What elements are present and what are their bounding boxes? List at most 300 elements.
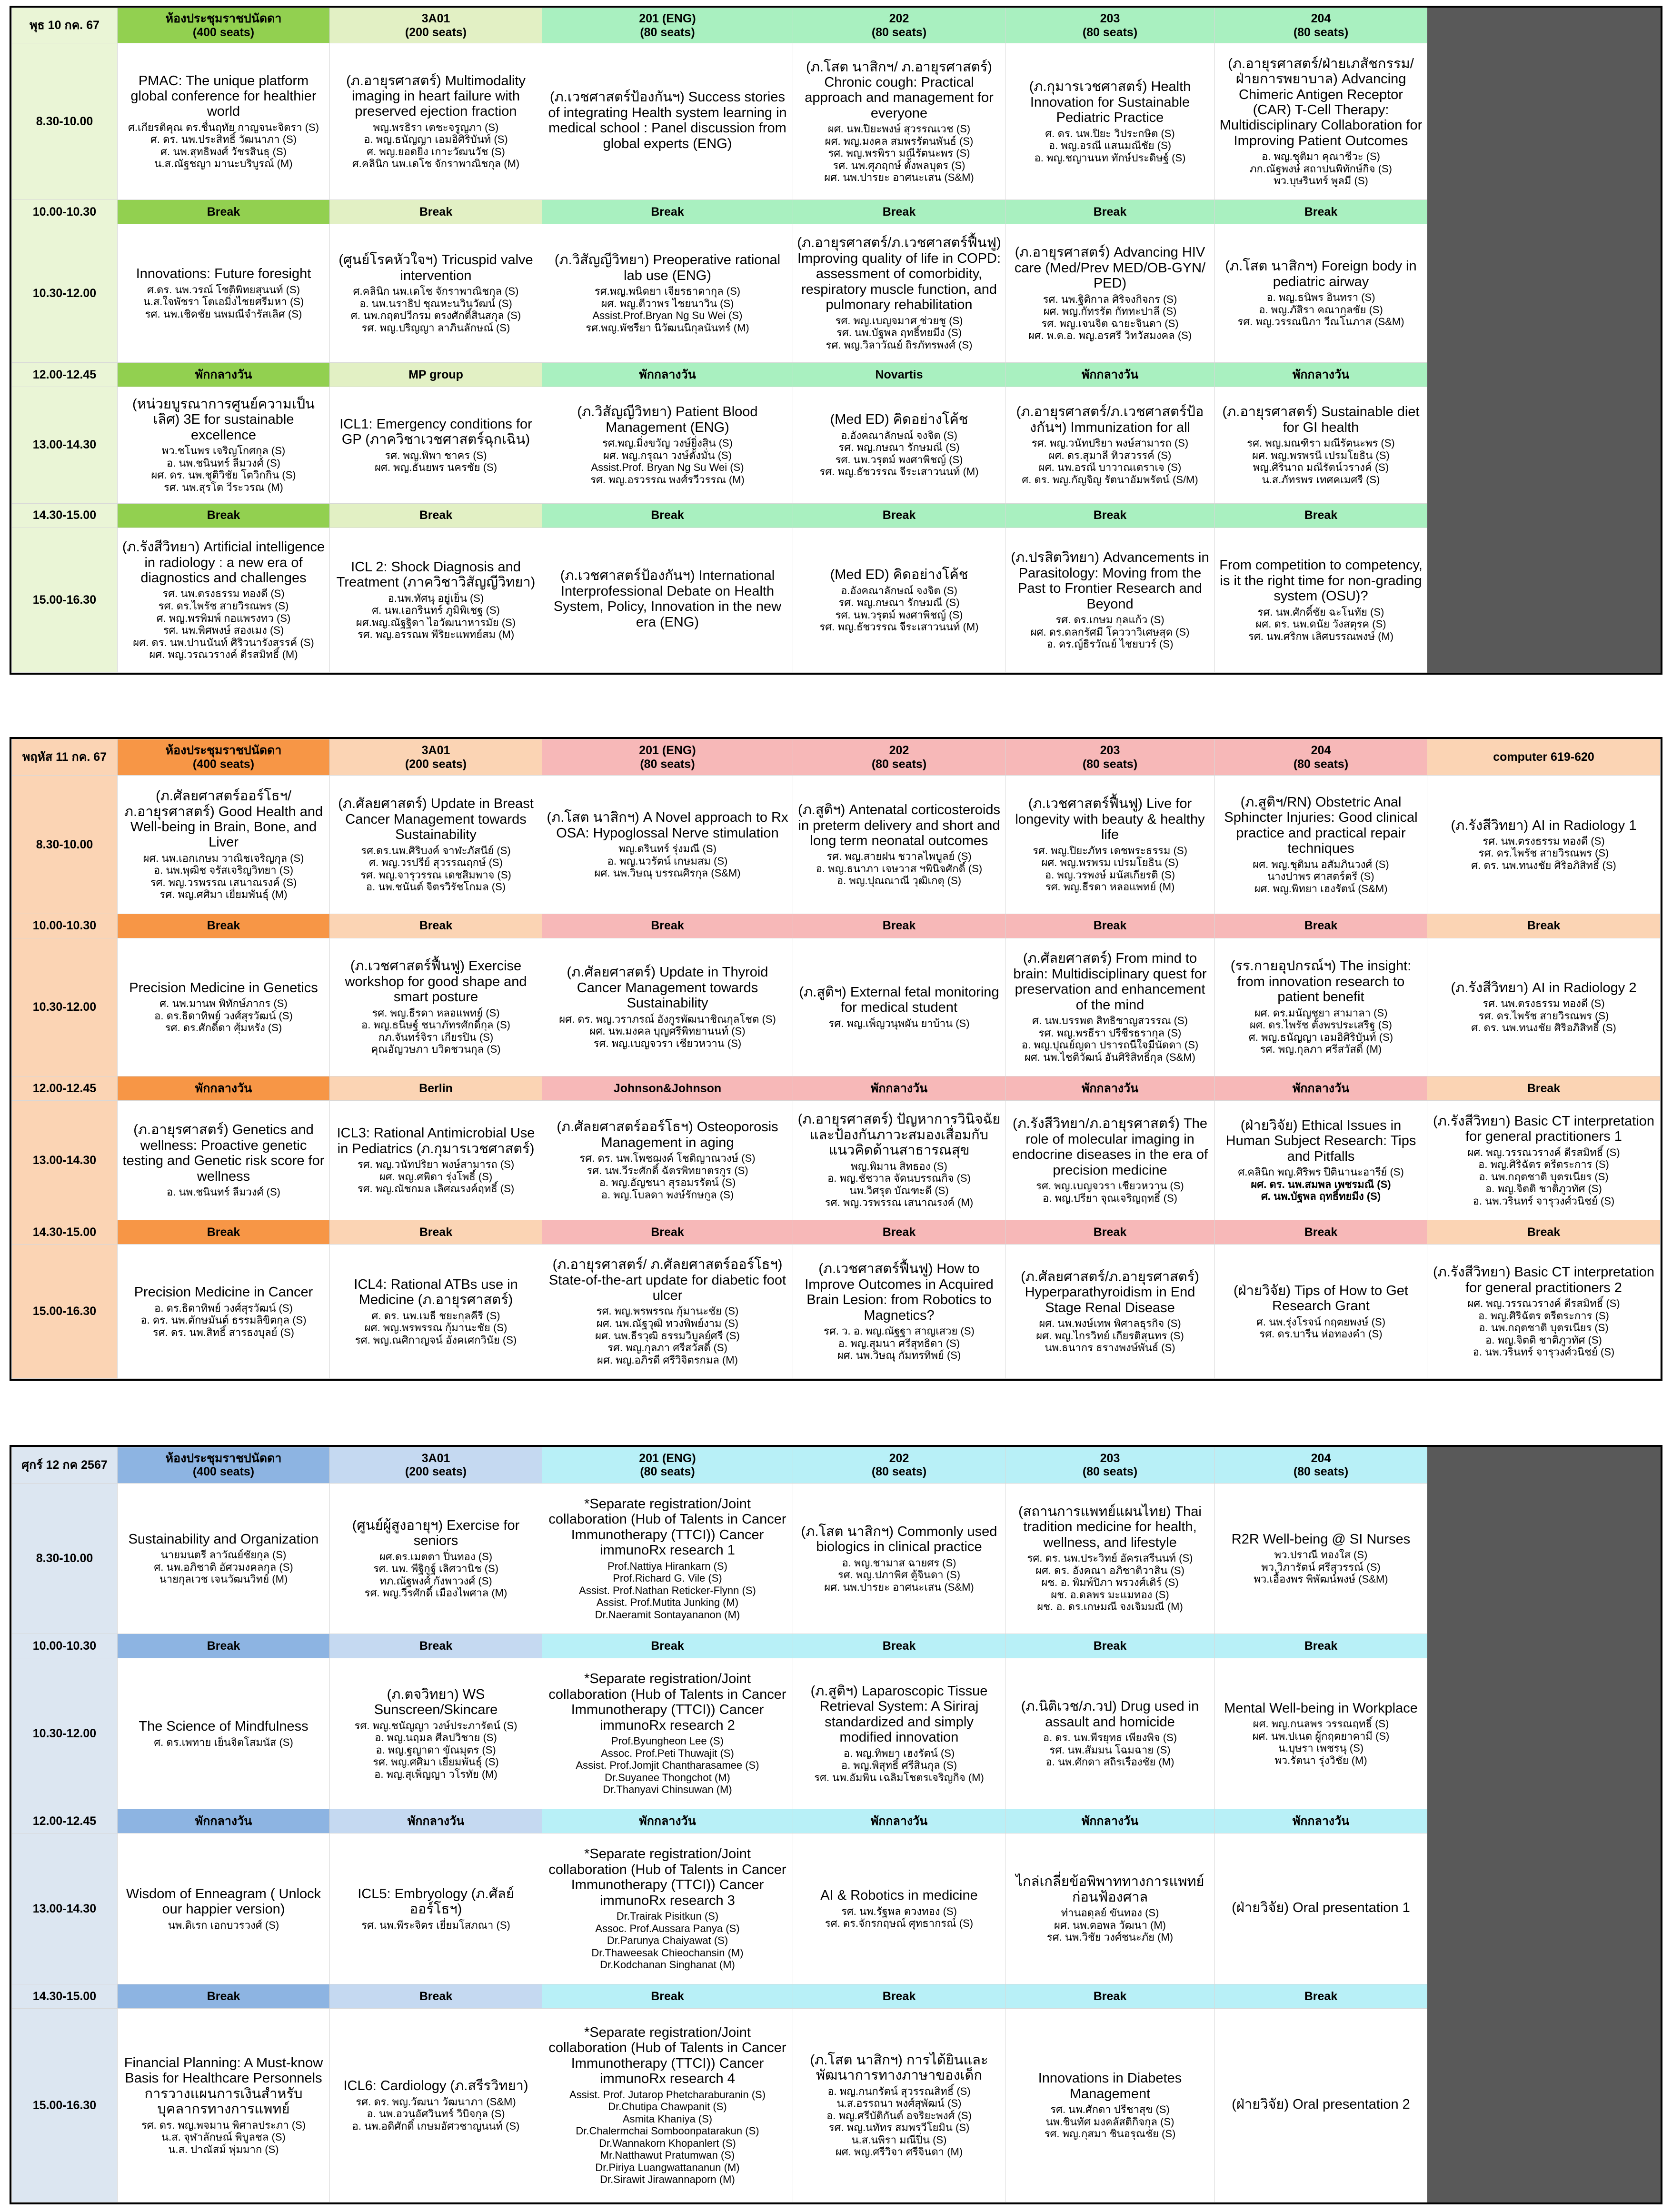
speaker-line: รศ. นพ.ตรงธรรม ทองดี (S) <box>1483 835 1605 847</box>
break-cell <box>1427 1809 1661 1833</box>
break-cell: Break <box>1427 1220 1661 1245</box>
session-title: (รร.กายอุปกรณ์ฯ) The insight: from innovation research to patient benefit <box>1230 958 1412 1005</box>
speaker-line: รศ. พญ.วนัทปริยา พงษ์สามารถ (S) <box>357 1158 515 1171</box>
room-name: 201 (ENG) <box>639 744 696 757</box>
session-title: (ภ.รังสีวิทยา) Artificial intelligence in radiology : a new era of diagnostics and challenges <box>122 539 325 586</box>
speaker-line: ศ.ดร. นพ.วรณ์ โชติพิทยสุนนท์ (S) <box>147 283 300 296</box>
speaker-line: อ. นพ.ศักดา สถิรเรืองชัย (M) <box>1045 1756 1174 1768</box>
speaker-line: รศ. พญ.ชนัญญา วงษ์ประภารัตน์ (S) <box>354 1719 518 1732</box>
speaker-line: ผช. อ. ดร.เกษมณี จงเจิมมณี (M) <box>1037 1601 1183 1613</box>
speaker-line: พญ.พรธิรา เตชะจรูญภา (S) <box>373 121 499 133</box>
speaker-line: ศ. นพ.สุทธิพงศ์ วัชรสินธุ (S) <box>160 145 287 158</box>
session-title: (ภ.เวชศาสตร์ป้องกันฯ) International Interprofessional Debate on Health System, Policy, Innovation in the new era (ENG) <box>553 568 782 630</box>
speaker-line: ผศ. นพ.วิษณุ กัมทรทิพย์ (S) <box>837 1349 961 1362</box>
break-cell: Break <box>330 200 542 224</box>
speaker-line: อ. พญ.นฤมล ศีลปวิชาย (S) <box>375 1732 497 1744</box>
speaker-line: น.ส.ใจพัชรา โตเอมิ่งไชยศรีมหา (S) <box>143 296 304 308</box>
session-cell <box>1427 1483 1661 1634</box>
room-seats: (80 seats) <box>640 25 695 39</box>
session-cell <box>330 1658 542 1809</box>
speaker-line: ผศ. พญ.พรพรรณ กุ้มานะชัย (S) <box>364 1322 508 1334</box>
room-seats: (400 seats) <box>192 757 255 771</box>
speaker-line: Assoc. Prof.Peti Thuwajit (S) <box>601 1747 734 1759</box>
break-cell: Break <box>330 1634 542 1658</box>
speaker-line: ศ. พญ.วรปรีย์ สุวรรณฤกษ์ (S) <box>369 857 503 869</box>
speaker-line: ศ. นพ.บัฐพล ฤทธิ์ทยมีง (S) <box>1261 1190 1381 1203</box>
time-slot: 14.30-15.00 <box>12 503 118 528</box>
speaker-line: Prof.Richard G. Vile (S) <box>613 1572 722 1584</box>
speaker-line: รศ. นพ.เชิดชัย นพมณีจำรัสเลิศ (S) <box>145 308 302 320</box>
speaker-line: อ. นพ.กฤตชาติ บุตรเนียร (S) <box>1479 1322 1609 1334</box>
speaker-line: ผศ. นพ.ปิยะพงษ์ สุวรรณเวช (S) <box>827 123 971 135</box>
speaker-line: รศ.พญ.มิ่งขวัญ วงษ์ยิ่งสิน (S) <box>602 437 733 449</box>
speaker-line: Dr.Trairak Pisitkun (S) <box>616 1910 719 1923</box>
speaker-line: ศ. พญ.พรพิมพ์ กอแพรงทว (S) <box>156 612 291 624</box>
session-title: *Separate registration/Joint collaboration (Hub of Talents in Cancer Immunotherapy (TTCI)) Cancer immunoRx research 3 <box>548 1846 786 1908</box>
speaker-line: น.ส.นพิรา มณีปิ่น (S) <box>851 2133 947 2146</box>
speaker-line: ผศ. พ.ต.อ. พญ.อรศรี วิทวัสมงคล (S) <box>1028 329 1192 342</box>
speaker-line: พญ.ศิรินาถ มณีรัตน์วรางค์ (S) <box>1253 461 1389 474</box>
speaker-line: น.บุษรา เพชรนุ (S) <box>1278 1742 1364 1754</box>
speaker-line: ผศ. นพ.พงษ์เทพ พิศาลธุรกิจ (S) <box>1039 1317 1181 1329</box>
session-title: PMAC: The unique platform global conference for healthier world <box>130 73 317 120</box>
session-title: (ภ.โสต นาสิกฯ) A Novel approach to Rx OSA: Hypoglossal Nerve stimulation <box>547 810 788 841</box>
speaker-line: นพ.ธนากร ธรางพงษ์พันธ์ (S) <box>1045 1342 1175 1354</box>
speaker-line: ผศ. พญ.วรรณวรางค์ ดีรสมิทธิ์ (S) <box>1467 1146 1620 1158</box>
room-header <box>1005 739 1215 776</box>
session-cell <box>118 776 330 914</box>
speaker-line: น.ส.ภัทรพร เทศคเมศรี (S) <box>1262 473 1380 486</box>
break-cell: พักกลางวัน <box>542 362 793 387</box>
session-cell <box>1427 1100 1661 1220</box>
room-header <box>330 1447 542 1484</box>
speaker-line: Dr.Wannakorn Khopanlert (S) <box>599 2137 736 2149</box>
day-label: ศุกร์ 12 กค 2567 <box>12 1447 118 1484</box>
speaker-line: รศ. นพ.วีระศักดิ์ ฉัตรพิทยาตรกูร (S) <box>587 1164 748 1176</box>
room-header <box>1215 1447 1427 1484</box>
session-cell <box>1427 43 1661 200</box>
speaker-line: ผศ. พญ.พรพรม เปรมโยธิน (S) <box>1041 857 1179 869</box>
session-title: (ภ.เวชศาสตร์ฟื้นฟู) Live for longevity with beauty & healthy life <box>1015 796 1205 843</box>
speaker-line: อ. พญ.ทิพยา เฮงรัตน์ (S) <box>843 1747 955 1759</box>
session-cell <box>793 387 1005 503</box>
speaker-line: ผศ. พญ.ไกรวิทย์ เกียรติสุนทร (S) <box>1036 1329 1184 1342</box>
speaker-line: น.ส. ปาณัสม์ พุ่มมาก (S) <box>168 2143 279 2155</box>
speaker-line: Dr.Thaweesak Chieochansin (M) <box>591 1946 744 1959</box>
speaker-line: อ. ดร.ธิดาทิพย์ วงศ์สุรวัฒน์ (S) <box>154 1302 293 1314</box>
speaker-line: อ. พญ.ปรียา จุณเจริญฤทธิ์ (S) <box>1043 1192 1177 1204</box>
time-slot: 10.30-12.00 <box>12 1658 118 1809</box>
session-title: (ภ.อายุรศาสตร์) ปัญหาการวินิจฉัยและป้องกันภาวะสมองเสื่อมกับแนวคิดด้านสาธารณสุข <box>797 1112 1001 1158</box>
speaker-line: ภก.ณัฐพงษ์ สถาปนพิทักษ์กิจ (S) <box>1250 162 1392 175</box>
room-header <box>542 739 793 776</box>
break-cell: Break <box>330 1984 542 2008</box>
session-title: (ภ.อายุรศาสตร์) Multimodality imaging in heart failure with preserved ejection fraction <box>346 73 526 120</box>
room-header <box>118 8 330 43</box>
session-cell <box>1005 1483 1215 1634</box>
speaker-line: รศ.พญ.พัชรียา นิวัฒนนิกุลนันทร์ (M) <box>586 321 749 334</box>
session-title: (Med ED) คิดอย่างโค้ช <box>830 412 968 428</box>
session-title: (ฝ่ายวิจัย) Tips of How to Get Research Grant <box>1234 1283 1408 1314</box>
speaker-line: อ. พญ.อัญชนา สุรอมรรัตน์ (S) <box>599 1176 736 1189</box>
session-title: (ฝ่ายวิจัย) Oral presentation 2 <box>1232 2096 1410 2112</box>
speaker-line: ผศ. นพ.วิษณุ บรรณศิรกุล (S&M) <box>594 867 741 879</box>
room-name: ห้องประชุมราชปนัดดา <box>165 1451 282 1465</box>
speaker-line: รศ. พญ.จารุวรรณ เดชสิมพาจ (S) <box>360 868 511 881</box>
break-cell: พักกลางวัน <box>1215 1809 1427 1833</box>
speaker-line: ผศ. นพ.ธีรวุฒิ ธรรมวิบูลย์ศรี (S) <box>595 1329 740 1342</box>
session-title: (ภ.อายุรศาสตร์) Sustainable diet for GI health <box>1222 404 1420 435</box>
session-title: (ศูนย์ผู้สูงอายุฯ) Exercise for seniors <box>352 1517 520 1549</box>
speaker-line: อ. พญ.ธนิพร อินทรา (S) <box>1266 291 1375 304</box>
break-cell <box>1427 200 1661 224</box>
speaker-line: ศ.คลินิก นพ.เดโช จักราพาณิชกุล (S) <box>353 285 519 298</box>
speaker-line: รศ. นพ.ตรงธรรม ทองดี (S) <box>162 588 285 600</box>
session-cell <box>1427 528 1661 672</box>
speaker-line: อ. พญ.ชญานนท ทักษ์ประดิษฐ์ (S) <box>1034 151 1186 164</box>
speaker-line: ศ. พญ.ธนัญญา เอมอิศิริบันท์ (S) <box>1248 1031 1393 1043</box>
speaker-line: Dr.Suyanee Thongchot (M) <box>605 1771 730 1784</box>
speaker-line: รศ. ดร.ศักดิ์ดา ศุ้มหรัง (S) <box>165 1022 282 1034</box>
room-seats: (400 seats) <box>192 25 255 39</box>
speaker-line: คุณอัญวษภา บวิดชวนกุล (S) <box>371 1043 501 1056</box>
session-title: (ภ.ปรสิตวิทยา) Advancements in Parasitology: Moving from the Past to Frontier Research and Beyond <box>1011 550 1209 612</box>
room-header <box>330 739 542 776</box>
speaker-line: ผศ. นพ.ปารยะ อาศนะเสน (S&M) <box>824 171 974 184</box>
session-cell <box>330 1483 542 1634</box>
speaker-line: นพ.วิศรุต บัณฑะดี (S) <box>849 1184 949 1196</box>
speaker-line: รศ. พญ.ธัชวรรณ จีระเสาวนนท์ (M) <box>819 621 979 633</box>
room-name: 201 (ENG) <box>639 1451 696 1465</box>
speaker-line: รศ. นพ.ศักดิ์ชัย ฉะโนทัย (S) <box>1257 606 1384 618</box>
session-title: AI & Robotics in medicine <box>820 1888 978 1903</box>
speaker-line: รศ. พญ.กุสมา ชินอรุณชัย (S) <box>1044 2128 1176 2140</box>
time-slot: 13.00-14.30 <box>12 1833 118 1984</box>
speaker-line: ผศ. นพ.ตอพล วัฒนา (M) <box>1054 1919 1166 1931</box>
break-cell: Break <box>542 1220 793 1245</box>
session-cell <box>542 2008 793 2202</box>
session-cell <box>118 1833 330 1984</box>
speaker-line: รศ.ดร.นพ.ศิริบงค์ จาฬะภัสนีย์ (S) <box>361 844 511 857</box>
speaker-line: อ. พญ.ศรีบัติกันต์ อจริยะพงศ์ (S) <box>826 2109 972 2122</box>
speaker-line: รศ. พญ.ปริญญา ลาภินลักษณ์ (S) <box>361 321 510 334</box>
break-cell <box>1427 1634 1661 1658</box>
break-cell: Break <box>1215 1984 1427 2008</box>
speaker-line: อ. พญ.วรพงษ์ มนัสเกียรติ (S) <box>1045 868 1175 881</box>
day-label: พฤหัส 11 กค. 67 <box>12 739 118 776</box>
break-cell: Break <box>1215 914 1427 938</box>
room-header <box>1427 8 1661 43</box>
room-header <box>1005 8 1215 43</box>
speaker-line: พว.เอื้องพร พิพัฒน์พงษ์ (S&M) <box>1254 1573 1388 1585</box>
speaker-line: ผศ. พญ.ศพิดา รุ่งโพธิ์ (S) <box>379 1170 493 1183</box>
session-cell <box>542 387 793 503</box>
session-cell <box>1215 528 1427 672</box>
session-cell <box>542 1658 793 1809</box>
room-header <box>1427 1447 1661 1484</box>
session-title: (ภ.รังสีวิทยา) Basic CT interpretation for general practitioners 2 <box>1433 1265 1655 1295</box>
session-cell <box>118 1658 330 1809</box>
room-seats: (80 seats) <box>1082 1465 1138 1479</box>
speaker-line: รศ. พญ.อรวรรณ พงศ์รวีวรรณ (M) <box>590 473 745 486</box>
session-title: Sustainability and Organization <box>128 1531 319 1547</box>
speaker-line: อ.อังคณาลักษณ์ จงจิต (S) <box>841 429 957 441</box>
session-title: *Separate registration/Joint collaboration (Hub of Talents in Cancer Immunotherapy (TTCI)) Cancer immunoRx research 1 <box>548 1496 786 1558</box>
speaker-line: ผศ. พญ.ธันยพร นครชัย (S) <box>374 461 498 474</box>
speaker-line: ศ. ดร. นพ.ทนงชัย ศิริอภิสิทธิ์ (S) <box>1471 859 1616 871</box>
speaker-line: ศ. ดร. นพ.ทนงชัย ศิริอภิสิทธิ์ (S) <box>1471 1022 1616 1034</box>
speaker-line: ผศ. พญ.กนลพร วรรณฤทธิ์ (S) <box>1253 1718 1389 1730</box>
break-cell: Break <box>542 503 793 528</box>
break-cell: Break <box>118 1220 330 1245</box>
speaker-line: Asmita Khaniya (S) <box>622 2112 713 2125</box>
speaker-line: ผศ. ดร. นพ.ปานนันท์ ศิริวนารังสรรค์ (S) <box>133 636 314 648</box>
session-cell <box>118 2008 330 2202</box>
break-cell: Break <box>542 1984 793 2008</box>
session-cell <box>793 528 1005 672</box>
speaker-line: ท่านอดุลย์ ขันทอง (S) <box>1061 1907 1159 1919</box>
break-cell: Break <box>542 1634 793 1658</box>
speaker-line: ผศ. พญ.อภิรดี ศรีวิจิตรกมล (M) <box>597 1354 738 1366</box>
speaker-line: อ. พญ.ปุณย์ญดา ปรารถนีใจมีนัดดา (S) <box>1021 1039 1199 1051</box>
time-slot: 8.30-10.00 <box>12 1483 118 1634</box>
break-cell: พักกลางวัน <box>1005 1076 1215 1100</box>
session-cell <box>793 224 1005 363</box>
speaker-line: รศ. นพ.ศริกพ เลิศบรรณพงษ์ (M) <box>1248 630 1394 642</box>
speaker-line: ศ. นพ.บรรพต สิทธิชาญสวรรณ (S) <box>1032 1015 1188 1027</box>
session-cell <box>542 528 793 672</box>
speaker-line: ศ. นพ.เอกรินทร์ ภูมิพิเชฐ (S) <box>372 604 500 617</box>
speaker-line: น.ส.อรรถนา พงศ์สุพัฒน์ (S) <box>836 2097 962 2110</box>
speaker-line: ผศ. พญ.พิทยา เฮงรัตน์ (S&M) <box>1254 882 1388 895</box>
room-seats: (80 seats) <box>640 757 695 771</box>
session-cell <box>793 1658 1005 1809</box>
session-title: *Separate registration/Joint collaboration (Hub of Talents in Cancer Immunotherapy (TTCI)) Cancer immunoRx research 4 <box>548 2024 786 2087</box>
room-seats: (80 seats) <box>1293 757 1349 771</box>
speaker-line: รศ. ว. อ. พญ.ณัฐฐา สาญเสวย (S) <box>824 1325 975 1337</box>
speaker-line: รศ. นพ.พิศพงษ์ สองเมง (S) <box>163 624 284 637</box>
session-cell <box>1427 1658 1661 1809</box>
session-cell <box>1005 387 1215 503</box>
speaker-line: Dr.Parunya Chaiyawat (S) <box>607 1934 728 1947</box>
speaker-line: รศ. ดร. นพ.ประวิทย์ อัครเสรีนนท์ (S) <box>1027 1552 1193 1564</box>
speaker-line: อ. พญ.ธนัญญา เอมอิศิริบันท์ (S) <box>364 133 508 146</box>
session-cell <box>330 528 542 672</box>
room-seats: (200 seats) <box>405 757 467 771</box>
speaker-line: Assist. Prof.Jomjit Chantharasamee (S) <box>576 1759 759 1772</box>
session-cell <box>330 43 542 200</box>
room-header <box>1427 739 1661 776</box>
room-name: 201 (ENG) <box>639 12 696 26</box>
session-cell <box>1005 1833 1215 1984</box>
speaker-line: รศ. พญ.พิพา ชาคร (S) <box>385 449 487 461</box>
session-cell <box>1427 1833 1661 1984</box>
speaker-line: รศ. พญ.พรพรรณ กุ้มานะชัย (S) <box>596 1305 739 1317</box>
speaker-line: ผศ. นพ.มงคล บุญศรีพิทยานนท์ (S) <box>589 1025 746 1037</box>
session-cell <box>1427 1245 1661 1379</box>
speaker-line: รศ. พญ.เจนจิต ฉายะจินดา (S) <box>1041 317 1179 329</box>
session-cell <box>118 224 330 363</box>
room-seats: (80 seats) <box>1082 25 1138 39</box>
session-title: (หน่วยบูรณาการศูนย์ความเป็นเลิศ) 3E for sustainable excellence <box>132 396 315 443</box>
break-cell: Break <box>118 200 330 224</box>
session-cell <box>1005 1245 1215 1379</box>
speaker-line: ศ.คลินิก นพ.เดโช จักราพาณิชกุล (M) <box>352 158 520 170</box>
speaker-line: รศ. ดร.บารีน ห่อทองคำ (S) <box>1259 1328 1383 1340</box>
speaker-line: รศ. นพ.ฐิติกาล ศิริจงกิจกร (S) <box>1043 293 1177 305</box>
speaker-line: Dr.Kodchanan Singhanat (M) <box>600 1959 735 1971</box>
room-name: 3A01 <box>421 1451 450 1465</box>
speaker-line: ผศ. ดร. พญ.วราภรณ์ อังกูรพัฒนาชิณกุลโชต (S) <box>559 1013 776 1025</box>
room-name: computer 619-620 <box>1493 750 1594 764</box>
session-cell <box>1215 1245 1427 1379</box>
schedule-table <box>11 8 1661 673</box>
break-cell: พักกลางวัน <box>542 1809 793 1833</box>
time-slot: 8.30-10.00 <box>12 776 118 914</box>
speaker-line: อ. พญ.พิสุทธิ์ ศรีสินกุล (S) <box>841 1759 957 1772</box>
day-label: พุธ 10 กค. 67 <box>12 8 118 43</box>
speaker-line: อ.นพ.ทัศนุ อยู่เย็น (S) <box>388 592 484 604</box>
break-cell: Break <box>1215 1634 1427 1658</box>
speaker-line: ผช. อ. พิมพ์ปิภา พรวงศ์เดิร์ (S) <box>1041 1576 1179 1589</box>
room-seats: (80 seats) <box>871 25 927 39</box>
session-cell <box>793 1833 1005 1984</box>
room-header <box>1215 739 1427 776</box>
speaker-line: รศ. พญ.ปภาพิศ ตู้จินดา (S) <box>837 1569 961 1581</box>
session-title: Innovations: Future foresight <box>136 266 311 282</box>
speaker-line: รศ. นพ.สัมมน โฉมฉาย (S) <box>1049 1744 1171 1756</box>
speaker-line: Assist. Prof.Mutita Junking (M) <box>596 1596 739 1609</box>
room-seats: (80 seats) <box>1293 25 1349 39</box>
speaker-line: นางปาพร ศาสตร์ตรี (S) <box>1267 870 1374 883</box>
room-header <box>1215 8 1427 43</box>
speaker-line: รศ. ดร.ไพรัช สายวิรณพร (S) <box>1478 1009 1609 1022</box>
session-cell <box>1215 2008 1427 2202</box>
speaker-line: อ. พญ.จิตติ ชาติภูวทัศ (S) <box>1485 1334 1602 1346</box>
speaker-line: ผศ. พญ.กรุณา วงษ์ตั้งมั่น (S) <box>603 449 732 461</box>
break-cell: Break <box>118 914 330 938</box>
speaker-line: ผศ. ดร. นพ.ชุติวิชัย โตวิกกิน (S) <box>151 469 296 481</box>
room-name: 204 <box>1311 12 1331 26</box>
room-name: 203 <box>1100 1451 1120 1465</box>
room-name: 202 <box>889 1451 909 1465</box>
session-title: (ภ.รังสีวิทยา) AI in Radiology 2 <box>1451 980 1637 996</box>
speaker-line: รศ. พญ.ณศิกาญจน์ อังคเศกวินัย (S) <box>355 1334 517 1346</box>
speaker-line: รศ. พญ.ธีรดา หลอแพทย์ (S) <box>372 1006 500 1019</box>
speaker-line: Dr.Thanyavi Chinsuwan (M) <box>603 1784 732 1796</box>
speaker-line: รศ. นพ.ศุภฤกษ์ ตั้งพลบุตร (S) <box>833 159 965 171</box>
session-title: (ภ.อายุรศาสตร์) Genetics and wellness: Proactive genetic testing and Genetic risk score for wellness <box>122 1122 325 1184</box>
session-title: (ภ.ศัลยศาสตร์) From mind to brain: Multidisciplinary quest for preservation and enhancement of the mind <box>1013 951 1207 1013</box>
break-cell: พักกลางวัน <box>793 1076 1005 1100</box>
speaker-line: รศ. พญ.ศศิมา เยี่ยมพันธุ์ (M) <box>159 888 288 901</box>
room-name: 203 <box>1100 12 1120 26</box>
speaker-line: Assist. Prof. Jutarop Phetcharaburanin (S) <box>569 2088 766 2101</box>
session-cell <box>1005 2008 1215 2202</box>
session-title: (ภ.โสต นาสิกฯ) การได้ยินและพัฒนาการทางภาษาของเด็ก <box>810 2052 988 2083</box>
speaker-line: ศ. นพ.อภิชาติ อัศวมงคลกุล (S) <box>154 1561 293 1573</box>
speaker-line: ศ. ดร. นพ.ประสิทธิ์ วัฒนาภา (S) <box>150 133 297 146</box>
speaker-line: รศ. พญ.พรธีรา ปรีชีรธรากุล (S) <box>1038 1026 1182 1039</box>
speaker-line: Dr.Piriya Luangwattananun (M) <box>595 2161 740 2173</box>
speaker-line: ผศ. พญ.มงคล สมพรรัตนพันธ์ (S) <box>825 135 974 147</box>
speaker-line: Dr.Chutipa Chawpanit (S) <box>608 2101 727 2113</box>
session-cell <box>330 1100 542 1220</box>
speaker-line: ศ. พญ.ยอดยิ่ง เกาะวัฒนวัช (S) <box>367 145 505 158</box>
session-cell <box>330 387 542 503</box>
speaker-line: อ. นพ.อดิศักดิ์ เกษมอัศวชาญนนท์ (S) <box>352 2120 520 2132</box>
speaker-line: รศ. พญ.เบญจวรา เชียวหวาน (S) <box>1036 1180 1184 1192</box>
break-cell: พักกลางวัน <box>118 1809 330 1833</box>
speaker-line: อ. พญ.ชุติมา คุณาชีวะ (S) <box>1261 150 1380 163</box>
speaker-line: รศ. พญ.พรพิรา มณีรัตนะพร (S) <box>828 147 970 159</box>
speaker-line: รศ. พญ.กุลภา ศรีสวัสดิ์ (S) <box>607 1342 727 1354</box>
speaker-line: อ. พญ.โบลดา พงษ์รักษกูล (S) <box>601 1188 734 1201</box>
speaker-line: อ. นพ.ชนันต์ จิตรวิรัชโกมล (S) <box>366 881 506 893</box>
session-title: ไกล่เกลี่ยข้อพิพาททางการแพทย์ ก่อนฟ้องศาล <box>1015 1874 1204 1905</box>
break-cell: Break <box>1005 1220 1215 1245</box>
break-cell: Break <box>793 200 1005 224</box>
speaker-line: ผศ. ดร.มนัญชยา สามาลา (S) <box>1254 1006 1388 1019</box>
speaker-line: รศ. นพ.บัฐพล ฤทธิ์ทยมีง (S) <box>836 327 962 339</box>
speaker-line: รศ. พญ.วนัทปริยา พงษ์สามารถ (S) <box>1031 437 1189 449</box>
session-cell <box>118 387 330 503</box>
session-cell <box>1215 1833 1427 1984</box>
time-slot: 10.00-10.30 <box>12 200 118 224</box>
break-cell: พักกลางวัน <box>330 1809 542 1833</box>
break-cell: พักกลางวัน <box>118 362 330 387</box>
session-cell <box>1427 224 1661 363</box>
session-cell <box>1215 938 1427 1076</box>
speaker-line: อ. นพ.นราธิป ชุณหะนวินวัฒน์ (S) <box>359 297 512 309</box>
session-title: (ภ.กุมารเวชศาสตร์) Health Innovation for Sustainable Pediatric Practice <box>1029 79 1191 126</box>
session-title: (ภ.รังสีวิทยา/ภ.อายุรศาสตร์) The role of molecular imaging in endocrine diseases in the era of precision medicine <box>1012 1116 1208 1178</box>
session-title: (ภ.รังสีวิทยา) Basic CT interpretation for general practitioners 1 <box>1433 1113 1655 1145</box>
session-cell <box>1427 387 1661 503</box>
session-cell <box>118 1100 330 1220</box>
speaker-line: รศ. พญ.วรรณนิภา วีณโนภาส (S&M) <box>1237 316 1404 328</box>
speaker-line: รศ. พญ.กุลภา ศรีสวัสดิ์ (M) <box>1260 1043 1382 1056</box>
session-cell <box>118 1245 330 1379</box>
speaker-line: ผศ.ดร.เมตตา ปิ่นทอง (S) <box>379 1550 493 1563</box>
speaker-line: พว.บุษรินทร์ พูลมี (S) <box>1274 175 1368 187</box>
break-cell: Berlin <box>330 1076 542 1100</box>
speaker-line: รศ. นพ.วรุตม์ พงศาพิชญ์ (S) <box>835 453 963 466</box>
session-cell <box>1215 43 1427 200</box>
speaker-line: รศ. ดร.เกษม กุลแก้ว (S) <box>1055 614 1164 626</box>
speaker-line: อ. พญ.สุเพ็ญญา วโรทัย (M) <box>374 1768 498 1780</box>
session-title: ICL1: Emergency conditions for GP (ภาควิชาเวชศาสตร์ฉุกเฉิน) <box>339 416 532 448</box>
session-cell <box>542 938 793 1076</box>
speaker-line: Dr.Sirawit Jirawannaporn (M) <box>600 2173 735 2186</box>
session-title: *Separate registration/Joint collaboration (Hub of Talents in Cancer Immunotherapy (TTCI)) Cancer immunoRx research 2 <box>548 1671 786 1733</box>
time-slot: 10.00-10.30 <box>12 914 118 938</box>
room-seats: (80 seats) <box>1082 757 1138 771</box>
speaker-line: รศ. พญ.ธีรดา หลอแพทย์ (M) <box>1045 881 1175 893</box>
session-title: ICL6: Cardiology (ภ.สรีรวิทยา) <box>343 2078 528 2094</box>
break-cell: Break <box>330 914 542 938</box>
session-title: (ฝ่ายวิจัย) Oral presentation 1 <box>1232 1900 1410 1915</box>
session-title: (ภ.ศัลยศาสตร์) Update in Thyroid Cancer Management towards Sustainability <box>567 965 768 1011</box>
speaker-line: อ. พญ.จิตติ ชาติภูวทัศ (S) <box>1485 1183 1602 1195</box>
speaker-line: รศ. ดร. พญ.วัฒนา วัฒนาภา (S&M) <box>356 2095 516 2108</box>
session-title: Wisdom of Enneagram ( Unlock our happier version) <box>126 1886 321 1917</box>
speaker-line: น.ส.ณัฐชญา มานะบริบูรณ์ (M) <box>154 158 293 170</box>
break-cell: Break <box>542 914 793 938</box>
speaker-line: รศ. ดร. นพ.โพชฌงค์ โชติญาณวงษ์ (S) <box>579 1152 756 1165</box>
time-slot: 15.00-16.30 <box>12 1245 118 1379</box>
schedule-day-1 <box>10 6 1662 675</box>
